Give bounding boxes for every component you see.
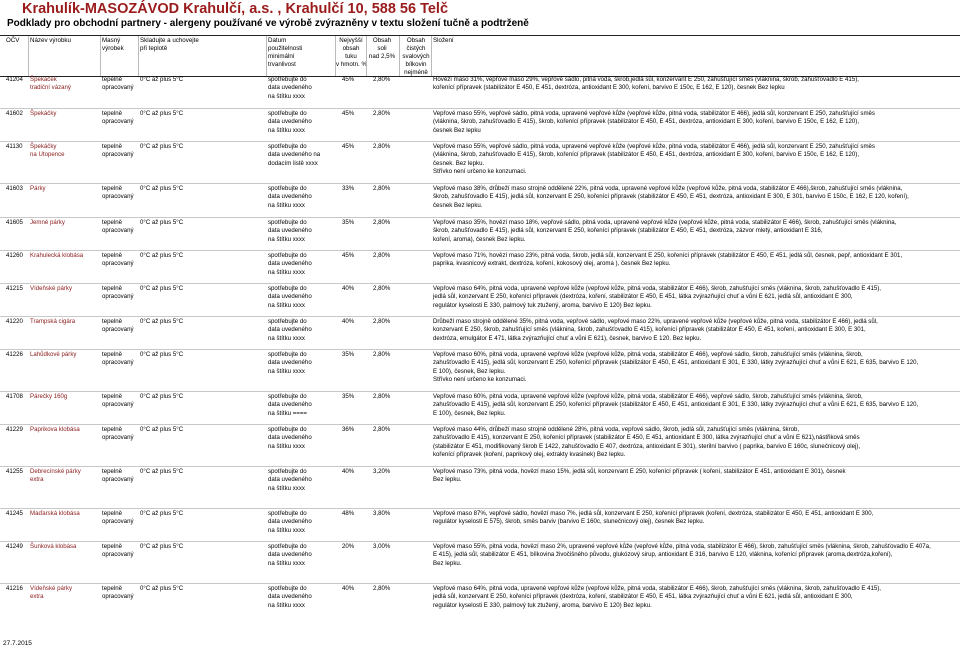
use-by-date-line: data uvedeného [268, 227, 312, 235]
composition-line: dextróza, emulgátor E 471, látka zvýrazňující chuť a vůni E 621), česnek, barvivo E 120. Bez lepku. [433, 334, 702, 342]
product-name [30, 426, 80, 434]
meat-product-type [102, 393, 134, 410]
header-fat: Nejvyšší obsah tuku v hmotn. % [336, 37, 367, 68]
use-by-date-line: na štítku xxxx [268, 334, 305, 342]
composition-line: škrob, zahušťovadlo E 415), jedlá sůl, konzervant E 250, kořenící přípravek (stabilizátor E 450, E 451, dextróza, antioxidant E 300, E 301, barvivo E 150c, E 162, E 120, koření), [433, 193, 909, 201]
use-by-date-line: na štítku xxxx [268, 367, 305, 375]
meat-product-type [102, 285, 134, 302]
product-name [30, 110, 56, 118]
composition-line: Vepřové maso 64%, pitná voda, upravené vepřové kůže (vepřové kůže, pitná voda, stabilizátor E 466), škrob, zahušťující směs (vláknina, škrob, zahušťovadlo E 415), [433, 285, 881, 292]
product-code: 41605 [6, 219, 23, 226]
salt-content: 2,80% [373, 110, 391, 117]
product-name-line: Jemné párky [30, 219, 65, 226]
product-name-line: Špekáčky [30, 143, 57, 150]
divider [366, 36, 367, 76]
use-by-date-line: spotřebujte do [268, 351, 307, 358]
row-separator [0, 424, 960, 425]
meat-product-type-line: tepelně [102, 110, 122, 117]
row-separator [0, 283, 960, 284]
divider [138, 36, 139, 76]
use-by-date-line: na štítku xxxx [268, 301, 305, 309]
row-separator [0, 508, 960, 509]
composition [433, 110, 875, 135]
salt-content: 3,20% [373, 468, 391, 475]
use-by-date [268, 76, 312, 101]
composition [433, 185, 909, 210]
fat-content: 45% [342, 252, 355, 259]
use-by-date-line: data uvedeného [268, 518, 312, 526]
fat-content: 35% [342, 351, 355, 358]
salt-content: 2,80% [373, 285, 391, 292]
use-by-date-line: data uvedeného [268, 434, 312, 442]
salt-content: 2,80% [373, 585, 391, 592]
header-name: Název výrobku [30, 37, 71, 44]
composition-line: Vepřové maso 71%, hovězí maso 23%, pitná voda, škrob, jedlá sůl, konzervant E 250, kořenící přípravek (stabilizátor E 450, E 451, jedlá sůl, česnek, pepř, antioxidant E 301, [433, 252, 903, 259]
product-name-line: Špekáček [30, 76, 57, 83]
meat-product-type-line: opracovaný [102, 593, 134, 601]
meat-product-type-line: opracovaný [102, 401, 134, 409]
product-name-line: Trampská cigára [30, 318, 76, 325]
salt-content: 2,80% [373, 252, 391, 259]
product-code: 41229 [6, 426, 23, 433]
composition-line: Vepřové maso 55%, vepřové sádlo, pitná voda, upravené vepřové kůže (vepřové kůže, pitná voda, stabilizátor E 466), jedlá sůl, konzervant E 250, zahušťující směs [433, 110, 875, 117]
use-by-date-line: na štítku xxxx [268, 484, 305, 492]
use-by-date-line: data uvedeného [268, 193, 312, 201]
use-by-date-line: spotřebujte do [268, 393, 307, 400]
fat-content: 20% [342, 543, 355, 550]
composition-line: jedlá sůl, konzervant E 250, kořenící přípravek (dextróza, koření, stabilizátor E 450, E 451, látka zvýrazňující chuť a vůni E 621, jedlá sůl, antioxidant E 300, [433, 593, 853, 601]
meat-product-type-line: opracovaný [102, 476, 134, 484]
product-name [30, 219, 65, 227]
composition [433, 252, 902, 269]
salt-content: 2,80% [373, 219, 391, 226]
storage-temperature: 0°C až plus 5°C [140, 110, 184, 117]
meat-product-type [102, 76, 134, 93]
fat-content: 48% [342, 510, 355, 517]
use-by-date-line: spotřebujte do [268, 252, 307, 259]
salt-content: 2,80% [373, 76, 391, 83]
storage-temperature: 0°C až plus 5°C [140, 285, 184, 292]
product-name [30, 252, 83, 260]
row-separator [0, 391, 960, 392]
fat-content: 40% [342, 468, 355, 475]
composition [433, 585, 881, 610]
meat-product-type [102, 219, 134, 236]
use-by-date-line: data uvedeného [268, 359, 312, 367]
composition [433, 510, 873, 527]
row-separator [0, 108, 960, 109]
storage-temperature: 0°C až plus 5°C [140, 143, 184, 150]
meat-product-type-line: tepelně [102, 585, 122, 592]
composition-line: Střívko není určeno ke konzumaci. [433, 375, 527, 383]
meat-product-type-line: opracovaný [102, 260, 134, 268]
meat-product-type-line: tepelně [102, 285, 122, 292]
use-by-date-line: spotřebujte do [268, 318, 307, 325]
use-by-date [268, 543, 312, 568]
product-code: 41204 [6, 76, 23, 83]
fat-content: 45% [342, 110, 355, 117]
divider [399, 36, 400, 76]
meat-product-type [102, 426, 134, 443]
product-name-line: Vídeňské párky [30, 585, 73, 592]
meat-product-type [102, 510, 134, 527]
product-code: 41215 [6, 285, 23, 292]
fat-content: 35% [342, 219, 355, 226]
use-by-date-line: na štítku xxxx [268, 126, 305, 134]
header-meat: Masný výrobek [102, 37, 124, 52]
use-by-date-line: na štítku xxxx [268, 235, 305, 243]
product-name [30, 393, 67, 401]
use-by-date [268, 110, 312, 135]
storage-temperature: 0°C až plus 5°C [140, 468, 184, 475]
use-by-date [268, 468, 312, 493]
storage-temperature: 0°C až plus 5°C [140, 426, 184, 433]
meat-product-type-line: tepelně [102, 252, 122, 259]
salt-content: 2,80% [373, 143, 391, 150]
use-by-date-line: data uvedeného [268, 593, 312, 601]
composition-line: paprika, kvasnicový extrakt, dextróza, koření, kokosový olej, aroma ), česnek Bez lepku. [433, 260, 671, 268]
meat-product-type-line: tepelně [102, 76, 122, 83]
meat-product-type-line: opracovaný [102, 434, 134, 442]
row-separator [0, 217, 960, 218]
product-name [30, 351, 76, 359]
meat-product-type-line: opracovaný [102, 193, 134, 201]
meat-product-type [102, 318, 134, 335]
meat-product-type-line: opracovaný [102, 227, 134, 235]
composition-line: konzervant E 250, škrob, zahušťující směs (vláknina, škrob, zahušťovadlo E 415), kořenící přípravek (stabilizátor E 450, E 451, koření, antioxidant E 300, E 301, [433, 326, 866, 334]
product-code: 41260 [6, 252, 23, 259]
composition-line: Drůbeží maso strojně oddělené 35%, pitná voda, vepřové sádlo, vepřové maso 22%, upravené vepřové kůže (vepřové kůže, pitná voda, stabilizátor E 466), jedlá sůl, [433, 318, 878, 325]
product-name-line: Vídeňské párky [30, 285, 73, 292]
product-name [30, 468, 81, 485]
composition [433, 318, 878, 343]
meat-product-type-line: opracovaný [102, 84, 134, 92]
composition [433, 351, 918, 384]
meat-product-type-line: opracovaný [102, 293, 134, 301]
composition-line: Vepřové maso 87%, vepřové sádlo, hovězí maso 7%, jedlá sůl, konzervant E 250, kořenící přípravek (koření, dextróza, stabilizátor E 450, E 451, antioxidant E 300, [433, 510, 874, 517]
row-separator [0, 316, 960, 317]
product-name-line: Špekáčky [30, 110, 57, 117]
fat-content: 45% [342, 143, 355, 150]
product-code: 41245 [6, 510, 23, 517]
use-by-date [268, 185, 312, 210]
use-by-date [268, 285, 312, 310]
use-by-date-line: data uvedeného [268, 118, 312, 126]
footer-date: 27.7.2015 [3, 640, 32, 647]
product-name-line: Maďarská klobása [30, 510, 80, 517]
use-by-date-line: data uvedeného [268, 401, 312, 409]
product-code: 41602 [6, 110, 23, 117]
use-by-date-line: na štítku xxxx [268, 92, 305, 100]
use-by-date [268, 426, 312, 451]
composition-line: zahušťovadlo E 415), konzervant E 250, kořenící přípravek (stabilizátor E 450, E 451, antioxidant E 300, látka zvýrazňující chuť a vůni E 621),nástřiková směs [433, 434, 860, 442]
meat-product-type [102, 351, 134, 368]
composition-line: česnek. Bez lepku. [433, 159, 485, 167]
use-by-date-line: spotřebujte do [268, 219, 307, 226]
composition-line: jedlá sůl, konzervant E 250, kořenící přípravek (dextróza, koření, stabilizátor E 450, E 451, látka zvýrazňující chuť a vůni E 621, jedlá sůl, antioxidant E 300, [433, 293, 853, 301]
product-name-line: extra [30, 476, 44, 484]
salt-content: 3,00% [373, 543, 391, 550]
composition-line: kořenící přípravek (stabilizátor E 450, E 451, dextróza, antioxidant E 300, koření, barvivo E 150c, E 162, E 120), česnek Bez lepku [433, 84, 785, 92]
salt-content: 3,80% [373, 510, 391, 517]
composition-line: regulátor kyselosti E 330, palmový tuk ztužený, aroma, barvivo E 120) Bez lepku. [433, 601, 652, 609]
divider [28, 36, 29, 76]
meat-product-type-line: tepelně [102, 393, 122, 400]
composition-line: E 100), česnek, Bez lepku. [433, 367, 506, 375]
fat-content: 40% [342, 318, 355, 325]
header-top-line [0, 35, 960, 36]
product-code: 41216 [6, 585, 23, 592]
use-by-date-line: na štítku xxxx [268, 526, 305, 534]
divider [100, 36, 101, 76]
meat-product-type-line: tepelně [102, 185, 122, 192]
composition-line: zahušťovadlo E 415), jedlá sůl, konzervant E 250, kořenící přípravek (stabilizátor E 450, E 451, antioxidant E 301, E 330, látky zvýrazňující chuť a vůni E 621, E 635, barvivo E 120, [433, 359, 919, 367]
product-name [30, 318, 75, 326]
use-by-date-line: data uvedeného [268, 551, 312, 559]
product-name [30, 585, 72, 602]
salt-content: 2,80% [373, 318, 391, 325]
storage-temperature: 0°C až plus 5°C [140, 351, 184, 358]
header-protein: Obsah čistých svalových bílkovin nejméně [402, 37, 430, 76]
row-separator [0, 541, 960, 542]
composition-line: Vepřové maso 64%, pitná voda, upravené vepřové kůže (vepřové kůže, pitná voda, stabilizátor E 466), škrob, zahušťující směs (vláknina, škrob, zahušťovadlo E 415), [433, 585, 881, 592]
use-by-date-line: spotřebujte do [268, 76, 307, 83]
storage-temperature: 0°C až plus 5°C [140, 252, 184, 259]
product-name-line: Párečky 160g [30, 393, 68, 400]
composition [433, 143, 875, 176]
meat-product-type-line: tepelně [102, 426, 122, 433]
composition-line: Hovězí maso 31%, vepřové maso 29%, vepřové sádlo, pitná voda, škrob,jedlá sůl, konzervant E 250, zahušťující směs (vláknina, škrob, zahušťovadlo E 415), [433, 76, 859, 83]
use-by-date-line: na štítku xxxx [268, 442, 305, 450]
use-by-date-line: spotřebujte do [268, 510, 307, 517]
use-by-date-line: na štítku xxxx [268, 201, 305, 209]
use-by-date [268, 393, 312, 418]
composition-line: Vepřové maso 55%, vepřové sádlo, pitná voda, upravené vepřové kůže (vepřové kůže, pitná voda, stabilizátor E 466), jedlá sůl, konzervant E 250, zahušťující směs [433, 143, 875, 150]
divider [431, 36, 432, 76]
meat-product-type [102, 543, 134, 560]
product-code: 41249 [6, 543, 23, 550]
composition-line: česnek Bez lepku. [433, 201, 483, 209]
use-by-date-line: spotřebujte do [268, 143, 307, 150]
composition [433, 468, 846, 485]
use-by-date-line: data uvedeného [268, 84, 312, 92]
use-by-date-line: dodacím listě xxxx [268, 159, 318, 167]
meat-product-type-line: opracovaný [102, 151, 134, 159]
meat-product-type [102, 143, 134, 160]
product-code: 41603 [6, 185, 23, 192]
use-by-date-line: spotřebujte do [268, 185, 307, 192]
fat-content: 35% [342, 393, 355, 400]
meat-product-type [102, 468, 134, 485]
row-separator [0, 583, 960, 584]
use-by-date [268, 585, 312, 610]
product-code: 41220 [6, 318, 23, 325]
use-by-date-line: data uvedeného [268, 326, 312, 334]
divider [266, 36, 267, 76]
salt-content: 2,80% [373, 185, 391, 192]
composition-line: (vláknina, škrob, zahušťovadlo E 415), škrob, kořenící přípravek (stabilizátor E 450, E 451, dextróza, antioxidant E 300, koření, barvivo E 150c, E 162, E 120), [433, 118, 860, 126]
composition-line: Vepřové maso 60%, pitná voda, upravené vepřové kůže (vepřové kůže, pitná voda, stabilizátor E 466), vepřové sádlo, škrob, zahušťující směs (vláknina, škrob, [433, 393, 863, 400]
meat-product-type [102, 185, 134, 202]
composition-line: Vepřové maso 35%, hovězí maso 18%, vepřové sádlo, pitná voda, upravené vepřové kůže (vepřové kůže, pitná voda, stabilizátor E 466), škrob, zahušťující směs (vláknina, [433, 219, 897, 226]
product-code: 41255 [6, 468, 23, 475]
product-name-line: Paprikova klobása [30, 426, 80, 433]
use-by-date-line: spotřebujte do [268, 543, 307, 550]
composition-line: Vepřové maso 44%, drůbeží maso strojně oddělené 28%, pitná voda, vepřové sádlo, škrob, jedlá sůl, zahušťující směs (vláknina, škrob, [433, 426, 800, 433]
meat-product-type-line: opracovaný [102, 551, 134, 559]
composition-line: Vepřové maso 73%, pitná voda, hovězí maso 15%, jedlá sůl, konzervant E 250, kořenící přípravek ( koření, stabilizátor E 451, antioxidant E 301), česnek [433, 468, 846, 475]
composition-line: regulátor kyselosti E 330, palmový tuk ztužený, aroma, barvivo E 120) Bez lepku. [433, 301, 652, 309]
divider [335, 36, 336, 76]
composition-line: Vepřové maso 38%, drůbeží maso strojně oddělené 22%, pitná voda, upravené vepřové kůže (vepřové kůže, pitná voda, stabilizátor E 466),škrob, zahušťující směs (vláknina, [433, 185, 903, 192]
row-separator [0, 141, 960, 142]
use-by-date-line: na štítku xxxx [268, 601, 305, 609]
header-composition: Složení [433, 37, 454, 44]
composition-line: Střívko není určeno ke konzumaci. [433, 167, 527, 175]
meat-product-type-line: tepelně [102, 318, 122, 325]
use-by-date-line: spotřebujte do [268, 585, 307, 592]
row-separator [0, 349, 960, 350]
meat-product-type-line: tepelně [102, 543, 122, 550]
document-title: Krahulík-MASOZÁVOD Krahulčí, a.s. , Krahulčí 10, 588 56 Telč [22, 1, 449, 17]
meat-product-type [102, 252, 134, 269]
meat-product-type-line: opracovaný [102, 326, 134, 334]
product-name [30, 543, 76, 551]
use-by-date-line: spotřebujte do [268, 426, 307, 433]
use-by-date-line: data uvedeného na [268, 151, 321, 159]
use-by-date-line: spotřebujte do [268, 110, 307, 117]
product-name [30, 143, 65, 160]
composition-line: koření, aroma), česnek Bez lepku. [433, 235, 526, 243]
product-name-line: Krahulecká klobása [30, 252, 84, 259]
fat-content: 45% [342, 76, 355, 83]
header-ocv: OČV [6, 37, 20, 44]
product-name-line: Párky [30, 185, 46, 192]
product-name-line: Šunková klobása [30, 543, 77, 550]
fat-content: 36% [342, 426, 355, 433]
composition-line: Vepřové maso 60%, pitná voda, upravené vepřové kůže (vepřové kůže, pitná voda, stabilizátor E 466), vepřové sádlo, škrob, zahušťující směs (vláknina, škrob, [433, 351, 863, 358]
use-by-date [268, 318, 312, 343]
product-name-line: Debrecínské párky [30, 468, 81, 475]
row-separator [0, 183, 960, 184]
meat-product-type-line: opracovaný [102, 359, 134, 367]
storage-temperature: 0°C až plus 5°C [140, 543, 184, 550]
fat-content: 40% [342, 285, 355, 292]
composition-line: (vláknina, škrob, zahušťovadlo E 415), škrob, kořenící přípravek (stabilizátor E 450, E 451, dextróza, antioxidant E 300, koření, barvivo E 150c, E 162, E 120), [433, 151, 860, 159]
fat-content: 33% [342, 185, 355, 192]
use-by-date-line: data uvedeného [268, 260, 312, 268]
salt-content: 2,80% [373, 393, 391, 400]
product-name-line: na Utopence [30, 151, 65, 159]
product-name-line: Lahůdkové párky [30, 351, 77, 358]
product-code: 41130 [6, 143, 23, 150]
storage-temperature: 0°C až plus 5°C [140, 185, 184, 192]
storage-temperature: 0°C až plus 5°C [140, 510, 184, 517]
composition-line: Bez lepku. [433, 559, 462, 567]
meat-product-type-line: tepelně [102, 351, 122, 358]
composition [433, 543, 931, 568]
product-code: 41226 [6, 351, 23, 358]
use-by-date-line: data uvedeného [268, 293, 312, 301]
composition [433, 285, 881, 310]
composition-line: regulátor kyselosti E 575), škrob, směs barviv (barvivo E 160c, slunečnicový olej), česnek Bez lepku. [433, 518, 705, 526]
salt-content: 2,80% [373, 426, 391, 433]
storage-temperature: 0°C až plus 5°C [140, 393, 184, 400]
storage-temperature: 0°C až plus 5°C [140, 219, 184, 226]
use-by-date [268, 219, 312, 244]
product-name-line: tradiční vázaný [30, 84, 71, 92]
storage-temperature: 0°C až plus 5°C [140, 76, 184, 83]
meat-product-type-line: opracovaný [102, 118, 134, 126]
meat-product-type-line: opracovaný [102, 518, 134, 526]
composition-line: Vepřové maso 55%, pitná voda, hovězí maso 2%, upravené vepřové kůže (vepřové kůže, pitná voda, stabilizátor E 466), škrob, zahušťující směs (vláknina, škrob, zahušťovadlo E 407a, [433, 543, 931, 550]
fat-content: 40% [342, 585, 355, 592]
product-code: 41708 [6, 393, 23, 400]
composition [433, 219, 896, 244]
use-by-date-line: data uvedeného [268, 476, 312, 484]
use-by-date [268, 351, 312, 376]
product-name [30, 285, 72, 293]
product-name-line: extra [30, 593, 44, 601]
header-storage: Skladujte a uchovejte při teplotě [140, 37, 199, 52]
meat-product-type-line: tepelně [102, 143, 122, 150]
storage-temperature: 0°C až plus 5°C [140, 585, 184, 592]
product-name [30, 185, 46, 193]
product-name [30, 76, 71, 93]
use-by-date [268, 252, 312, 277]
salt-content: 2,80% [373, 351, 391, 358]
meat-product-type-line: tepelně [102, 219, 122, 226]
use-by-date-line: na štítku ==== [268, 409, 307, 417]
use-by-date-line: na štítku xxxx [268, 559, 305, 567]
meat-product-type [102, 110, 134, 127]
header-date: Datum použitelnosti minimální trvanlivost [268, 37, 303, 68]
composition-line: česnek Bez lepku [433, 126, 481, 134]
composition-line: kořenící přípravek (koření, paprikový olej, extrakty kvasinek) Bez lepku. [433, 450, 626, 458]
composition-line: zahušťovadlo E 415), jedlá sůl, konzervant E 250, kořenící přípravek (stabilizátor E 450, E 451, antioxidant E 301, E 330, látky zvýrazňující chuť a vůni E 621, E 635, barvivo E 120, [433, 401, 919, 409]
composition-line: Bez lepku. [433, 476, 462, 484]
use-by-date-line: spotřebujte do [268, 285, 307, 292]
meat-product-type [102, 585, 134, 602]
meat-product-type-line: tepelně [102, 510, 122, 517]
document-subtitle: Podklady pro obchodní partnery - alergeny používané ve výrobě zvýrazněny v textu složení tučně a podtrženě [7, 18, 529, 29]
meat-product-type-line: tepelně [102, 468, 122, 475]
composition [433, 393, 918, 418]
composition-line: škrob, zahušťovadlo E 415), jedlá sůl, konzervant E 250, kořenící přípravek (stabilizátor E 450, E 451, dextróza, zázvor mletý, antioxidant E 316, [433, 227, 823, 235]
composition-line: E 415), jedlá sůl, stabilizátor E 451, bílkovina živočišného původu, glukózový sirup, antioxidant E 316, barvivo E 120, vláknina, kořenící přípravek (aroma,dextróza,koření), [433, 551, 893, 559]
composition-line: E 100), česnek, Bez lepku. [433, 409, 506, 417]
header-salt: Obsah soli nad 2,5% [368, 37, 396, 60]
use-by-date-line: na štítku xxxx [268, 268, 305, 276]
composition [433, 76, 859, 93]
product-name [30, 510, 80, 518]
row-separator [0, 466, 960, 467]
composition-line: (stabilizátor E 451, modifikovaný škrob E 1422, zahušťovadlo E 407, dextróza, antioxidant E 301), sterilní barvivo ( paprika, barvivo E 160c, slunečnicový olej), [433, 442, 861, 450]
use-by-date-line: spotřebujte do [268, 468, 307, 475]
use-by-date [268, 510, 312, 535]
storage-temperature: 0°C až plus 5°C [140, 318, 184, 325]
row-separator [0, 250, 960, 251]
composition [433, 426, 860, 459]
use-by-date [268, 143, 320, 168]
